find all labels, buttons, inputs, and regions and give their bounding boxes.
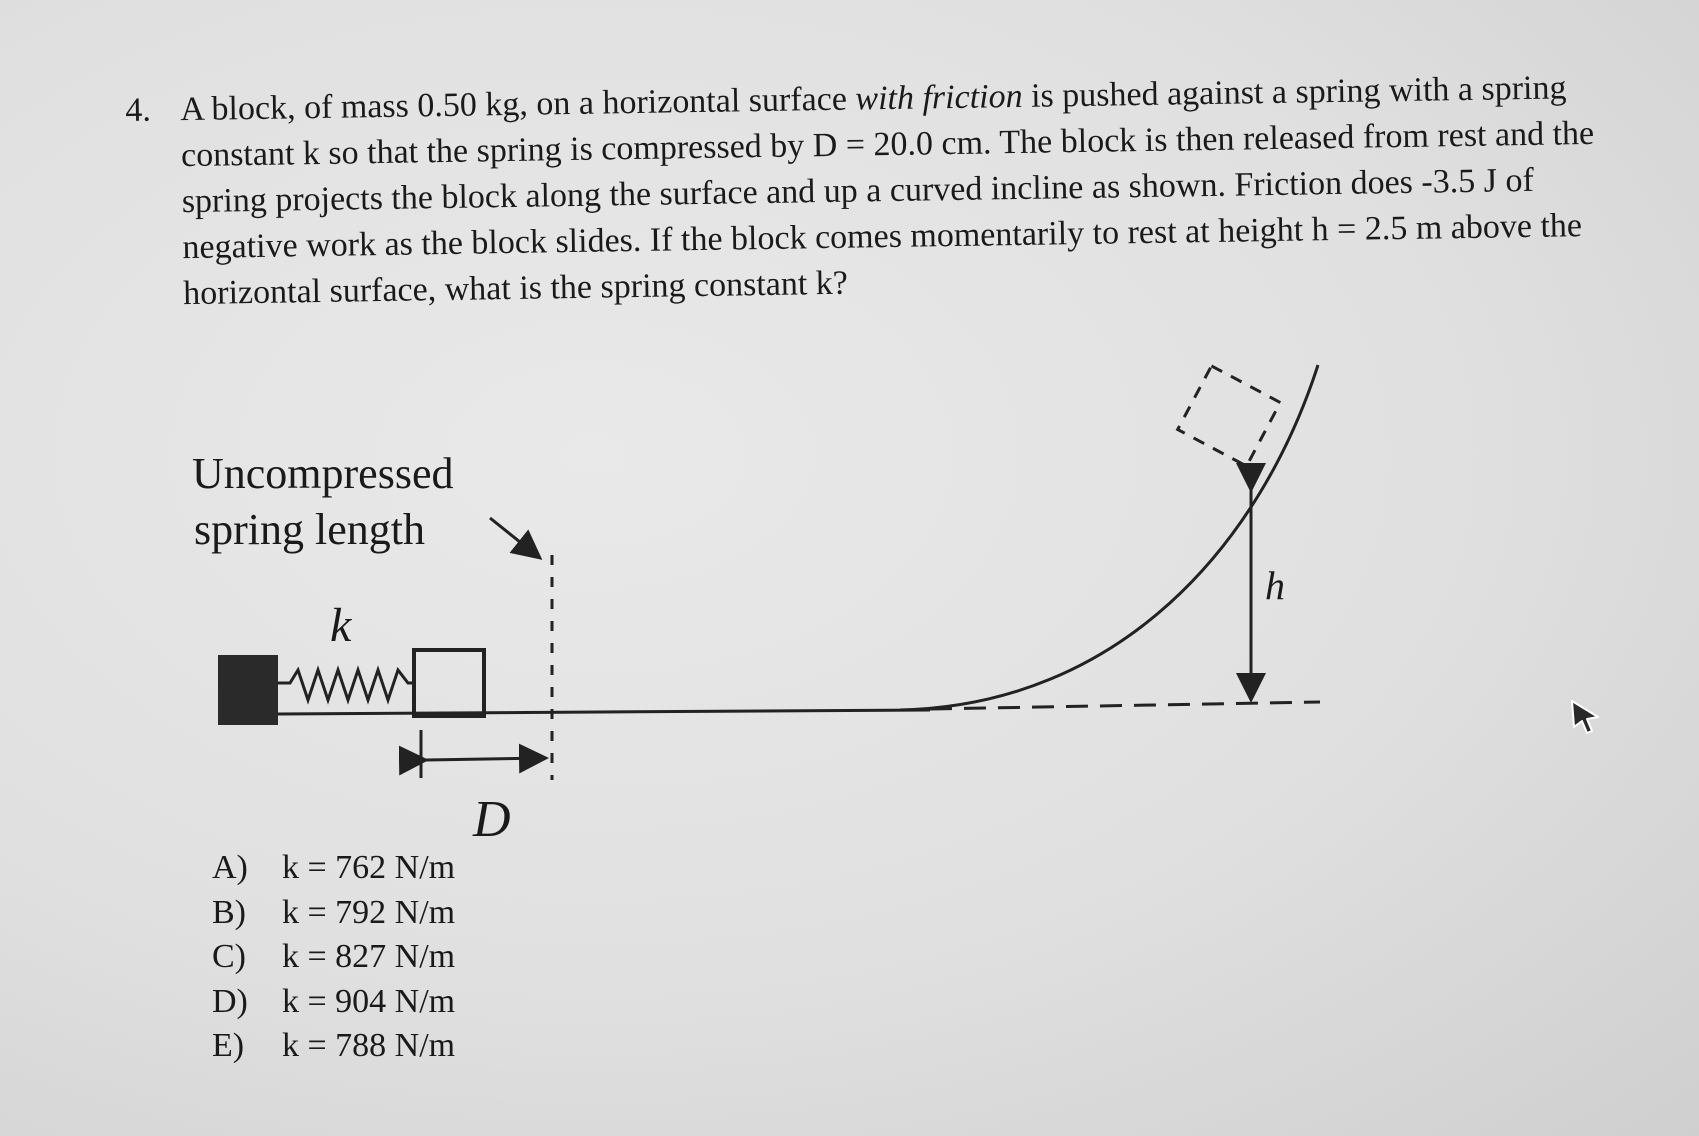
k-label: k bbox=[330, 599, 352, 652]
choice-e: E) k = 788 N/m bbox=[212, 1027, 456, 1064]
d-label: D bbox=[473, 791, 511, 848]
answer-choices bbox=[212, 846, 455, 1069]
label-pointer-arrow bbox=[490, 518, 540, 558]
horizontal-surface bbox=[278, 710, 930, 714]
uncompressed-label-line2: spring length bbox=[194, 505, 425, 554]
dashed-reference-line bbox=[930, 702, 1320, 709]
choice-d: D) k = 904 N/m bbox=[212, 982, 456, 1020]
choice-c: C) k = 827 N/m bbox=[212, 938, 456, 975]
curved-incline bbox=[900, 365, 1318, 710]
question-number: 4. bbox=[125, 91, 152, 129]
mouse-pointer-icon bbox=[1568, 697, 1604, 737]
block bbox=[414, 650, 484, 716]
wall bbox=[218, 655, 278, 725]
spring bbox=[278, 670, 414, 700]
h-label: h bbox=[1265, 563, 1285, 608]
d-dimension-arrow bbox=[426, 758, 546, 760]
choice-b: B) k = 792 N/m bbox=[212, 893, 456, 931]
question-text: A block, of mass 0.50 kg, on a horizontal surface with friction is pushed against a spring with a spring constant k so that the spring is compressed by D = 20.0 cm. The block is then released from rest and the spring projects the block along the surface and up a curved incline as shown. Friction does -3.5 J of negative work as the block slides. If the block comes momentarily to rest at height h = 2.5 m above the horizontal surface, what is the spring constant k? bbox=[180, 69, 1595, 313]
block-at-rest-outline bbox=[1178, 366, 1281, 466]
choice-a: A) k = 762 N/m bbox=[212, 849, 456, 886]
uncompressed-label-line1: Uncompressed bbox=[192, 449, 454, 498]
